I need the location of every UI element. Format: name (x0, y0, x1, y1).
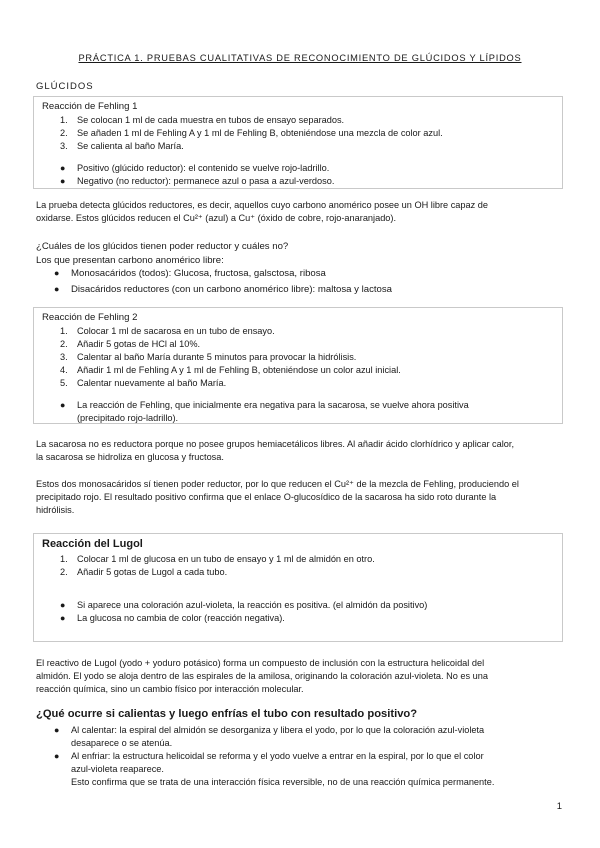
results-list (42, 162, 555, 188)
answer-list (36, 724, 564, 789)
list-item-text: Monosacáridos (todos): Glucosa, fructosa, galsctosa, ribosa (71, 268, 326, 280)
list-item (36, 724, 564, 750)
list-item-text: Disacáridos reductores (con un carbono anomérico libre): maltosa y lactosa (71, 283, 393, 295)
page-number: 1 (556, 801, 562, 812)
question-intro: Los que presentan carbono anomérico libre: (36, 254, 224, 266)
list-item-text: La reacción de Fehling, que inicialmente era negativa para la sacarosa, se vuelve ahora positiva (77, 399, 469, 410)
list-item-text: Se añaden 1 ml de Fehling A y 1 ml de Fehling B, obteniéndose una mezcla de color azul. (77, 127, 443, 138)
steps-list (42, 114, 555, 153)
paragraph-line: La sacarosa no es reductora porque no posee grupos hemiacetálicos libres. Al añadir ácido clorhídrico y aplicar calor, (36, 439, 515, 449)
bullet-icon: ● (60, 399, 66, 410)
list-item-text: Positivo (glúcido reductor): el contenido se vuelve rojo-ladrillo. (77, 162, 330, 173)
paragraph-line: la sacarosa se hidroliza en glucosa y fructosa. (36, 452, 224, 463)
question-block (36, 240, 564, 296)
list-item (36, 750, 564, 789)
paragraph-line: precipitado rojo. El resultado positivo confirma que el enlace O-glucosídico de la sacarosa ha sido roto durante la (36, 492, 497, 503)
bullet-icon: ● (54, 725, 60, 735)
paragraph (36, 478, 564, 517)
section-heading: GLÚCIDOS (36, 81, 94, 92)
steps-list (42, 553, 555, 579)
results-list (42, 599, 555, 625)
paragraph-line: El reactivo de Lugol (yodo + yoduro potásico) forma un compuesto de inclusión con la estructura helicoidal del (36, 658, 485, 668)
list-item-text: Al enfriar: la estructura helicoidal se reforma y el yodo vuelve a entrar en la espiral, por lo que el color (71, 751, 484, 762)
paragraph-line: reacción química, sino un cambio físico por interacción molecular. (36, 684, 304, 695)
list-item-text: Calentar al baño María durante 5 minutos para provocar la hidrólisis. (77, 351, 357, 362)
paragraph-line: Estos dos monosacáridos sí tienen poder reductor, por lo que reducen el Cu²⁺ de la mezcla de Fehling, produciendo el (36, 479, 519, 489)
list-item: 1. Colocar 1 ml de sacarosa en un tubo de ensayo. (60, 325, 275, 336)
paragraph (36, 657, 564, 696)
list-item-text: (precipitado rojo-ladrillo). (77, 412, 179, 423)
list-item-text: Esto confirma que se trata de una interacción física reversible, no de una reacción química permanente. (71, 777, 495, 788)
bullet-icon: ● (60, 599, 66, 610)
list-item (36, 283, 564, 297)
list-item-text: Se colocan 1 ml de cada muestra en tubos de ensayo separados. (77, 114, 345, 125)
list-item-text: desaparece o se atenúa. (71, 738, 173, 749)
list-item-text: Se calienta al baño María. (77, 140, 184, 151)
lugol-box (33, 533, 563, 642)
list-item (42, 399, 555, 425)
list-item (42, 599, 555, 612)
list-item-text: Si aparece una coloración azul-violeta, la reacción es positiva. (el almidón da positivo) (77, 599, 428, 610)
fehling-2-box (33, 307, 563, 424)
paragraph (36, 438, 564, 464)
box-title: Reacción de Fehling 2 (42, 312, 138, 323)
list-item-text: Negativo (no reductor): permanece azul o pasa a azul-verdoso. (77, 175, 335, 186)
list-item-text: Colocar 1 ml de glucosa en un tubo de ensayo y 1 ml de almidón en otro. (77, 553, 375, 564)
box-title: Reacción del Lugol (42, 538, 143, 550)
paragraph-line: oxidarse. Estos glúcidos reducen el Cu²⁺ (azul) a Cu⁺ (óxido de cobre, rojo-anaranjado). (36, 213, 397, 224)
list-item: 2. Se añaden 1 ml de Fehling A y 1 ml de Fehling B, obteniéndose una mezcla de color azul. (60, 127, 443, 138)
list-item: 2. Añadir 5 gotas de Lugol a cada tubo. (60, 566, 228, 577)
bullet-icon: ● (60, 175, 66, 186)
box-title: Reacción de Fehling 1 (42, 101, 138, 112)
list-item: 4. Añadir 1 ml de Fehling A y 1 ml de Fehling B, obteniéndose un color azul inicial. (60, 364, 401, 375)
list-item (42, 162, 555, 175)
list-item: 3. Calentar al baño María durante 5 minutos para provocar la hidrólisis. (60, 351, 357, 362)
list-item: 1. Se colocan 1 ml de cada muestra en tubos de ensayo separados. (60, 114, 345, 125)
list-item-text: Colocar 1 ml de sacarosa en un tubo de ensayo. (77, 325, 275, 336)
list-item: 2. Añadir 5 gotas de HCl al 10%. (60, 338, 201, 349)
list-item (36, 267, 564, 281)
question-heading: ¿Cuáles de los glúcidos tienen poder reductor y cuáles no? (36, 241, 289, 252)
bullet-icon: ● (60, 162, 66, 173)
paragraph (36, 199, 564, 225)
section-subheading: ¿Qué ocurre si calientas y luego enfrías el tubo con resultado positivo? (36, 708, 418, 720)
list-item-text: Añadir 5 gotas de HCl al 10%. (77, 338, 201, 349)
list-item: 3. Se calienta al baño María. (60, 140, 184, 151)
list-item-text: Añadir 1 ml de Fehling A y 1 ml de Fehling B, obteniéndose un color azul inicial. (77, 364, 401, 375)
list-item: 1. Colocar 1 ml de glucosa en un tubo de ensayo y 1 ml de almidón en otro. (60, 553, 375, 564)
list-item (42, 612, 555, 625)
bullet-icon: ● (54, 268, 60, 279)
bullet-icon: ● (54, 283, 60, 294)
list-item-text: Al calentar: la espiral del almidón se desorganiza y libera el yodo, por lo que la coloración azul-violeta (71, 725, 485, 735)
bullet-icon: ● (60, 612, 66, 623)
list-item: 5. Calentar nuevamente al baño María. (60, 377, 227, 388)
bullet-icon: ● (54, 751, 60, 762)
list-item-text: Calentar nuevamente al baño María. (77, 377, 227, 388)
answer-list (36, 267, 564, 296)
list-item (42, 175, 555, 188)
paragraph-line: hidrólisis. (36, 505, 75, 516)
fehling-1-box (33, 96, 563, 189)
paragraph-line: almidón. El yodo se aloja dentro de las espirales de la amilosa, originando la coloración azul-violeta. No es una (36, 671, 488, 682)
paragraph-line: La prueba detecta glúcidos reductores, es decir, aquellos cuyo carbono anomérico posee un OH libre capaz de (36, 200, 488, 210)
list-item-text: La glucosa no cambia de color (reacción negativa). (77, 612, 285, 623)
list-item-text: azul-violeta reaparece. (71, 764, 164, 775)
results-list (42, 399, 555, 425)
page-title: PRÁCTICA 1. PRUEBAS CUALITATIVAS DE RECONOCIMIENTO DE GLÚCIDOS Y LÍPIDOS (78, 53, 522, 63)
list-item-text: Añadir 5 gotas de Lugol a cada tubo. (77, 566, 228, 577)
steps-list (42, 325, 555, 390)
